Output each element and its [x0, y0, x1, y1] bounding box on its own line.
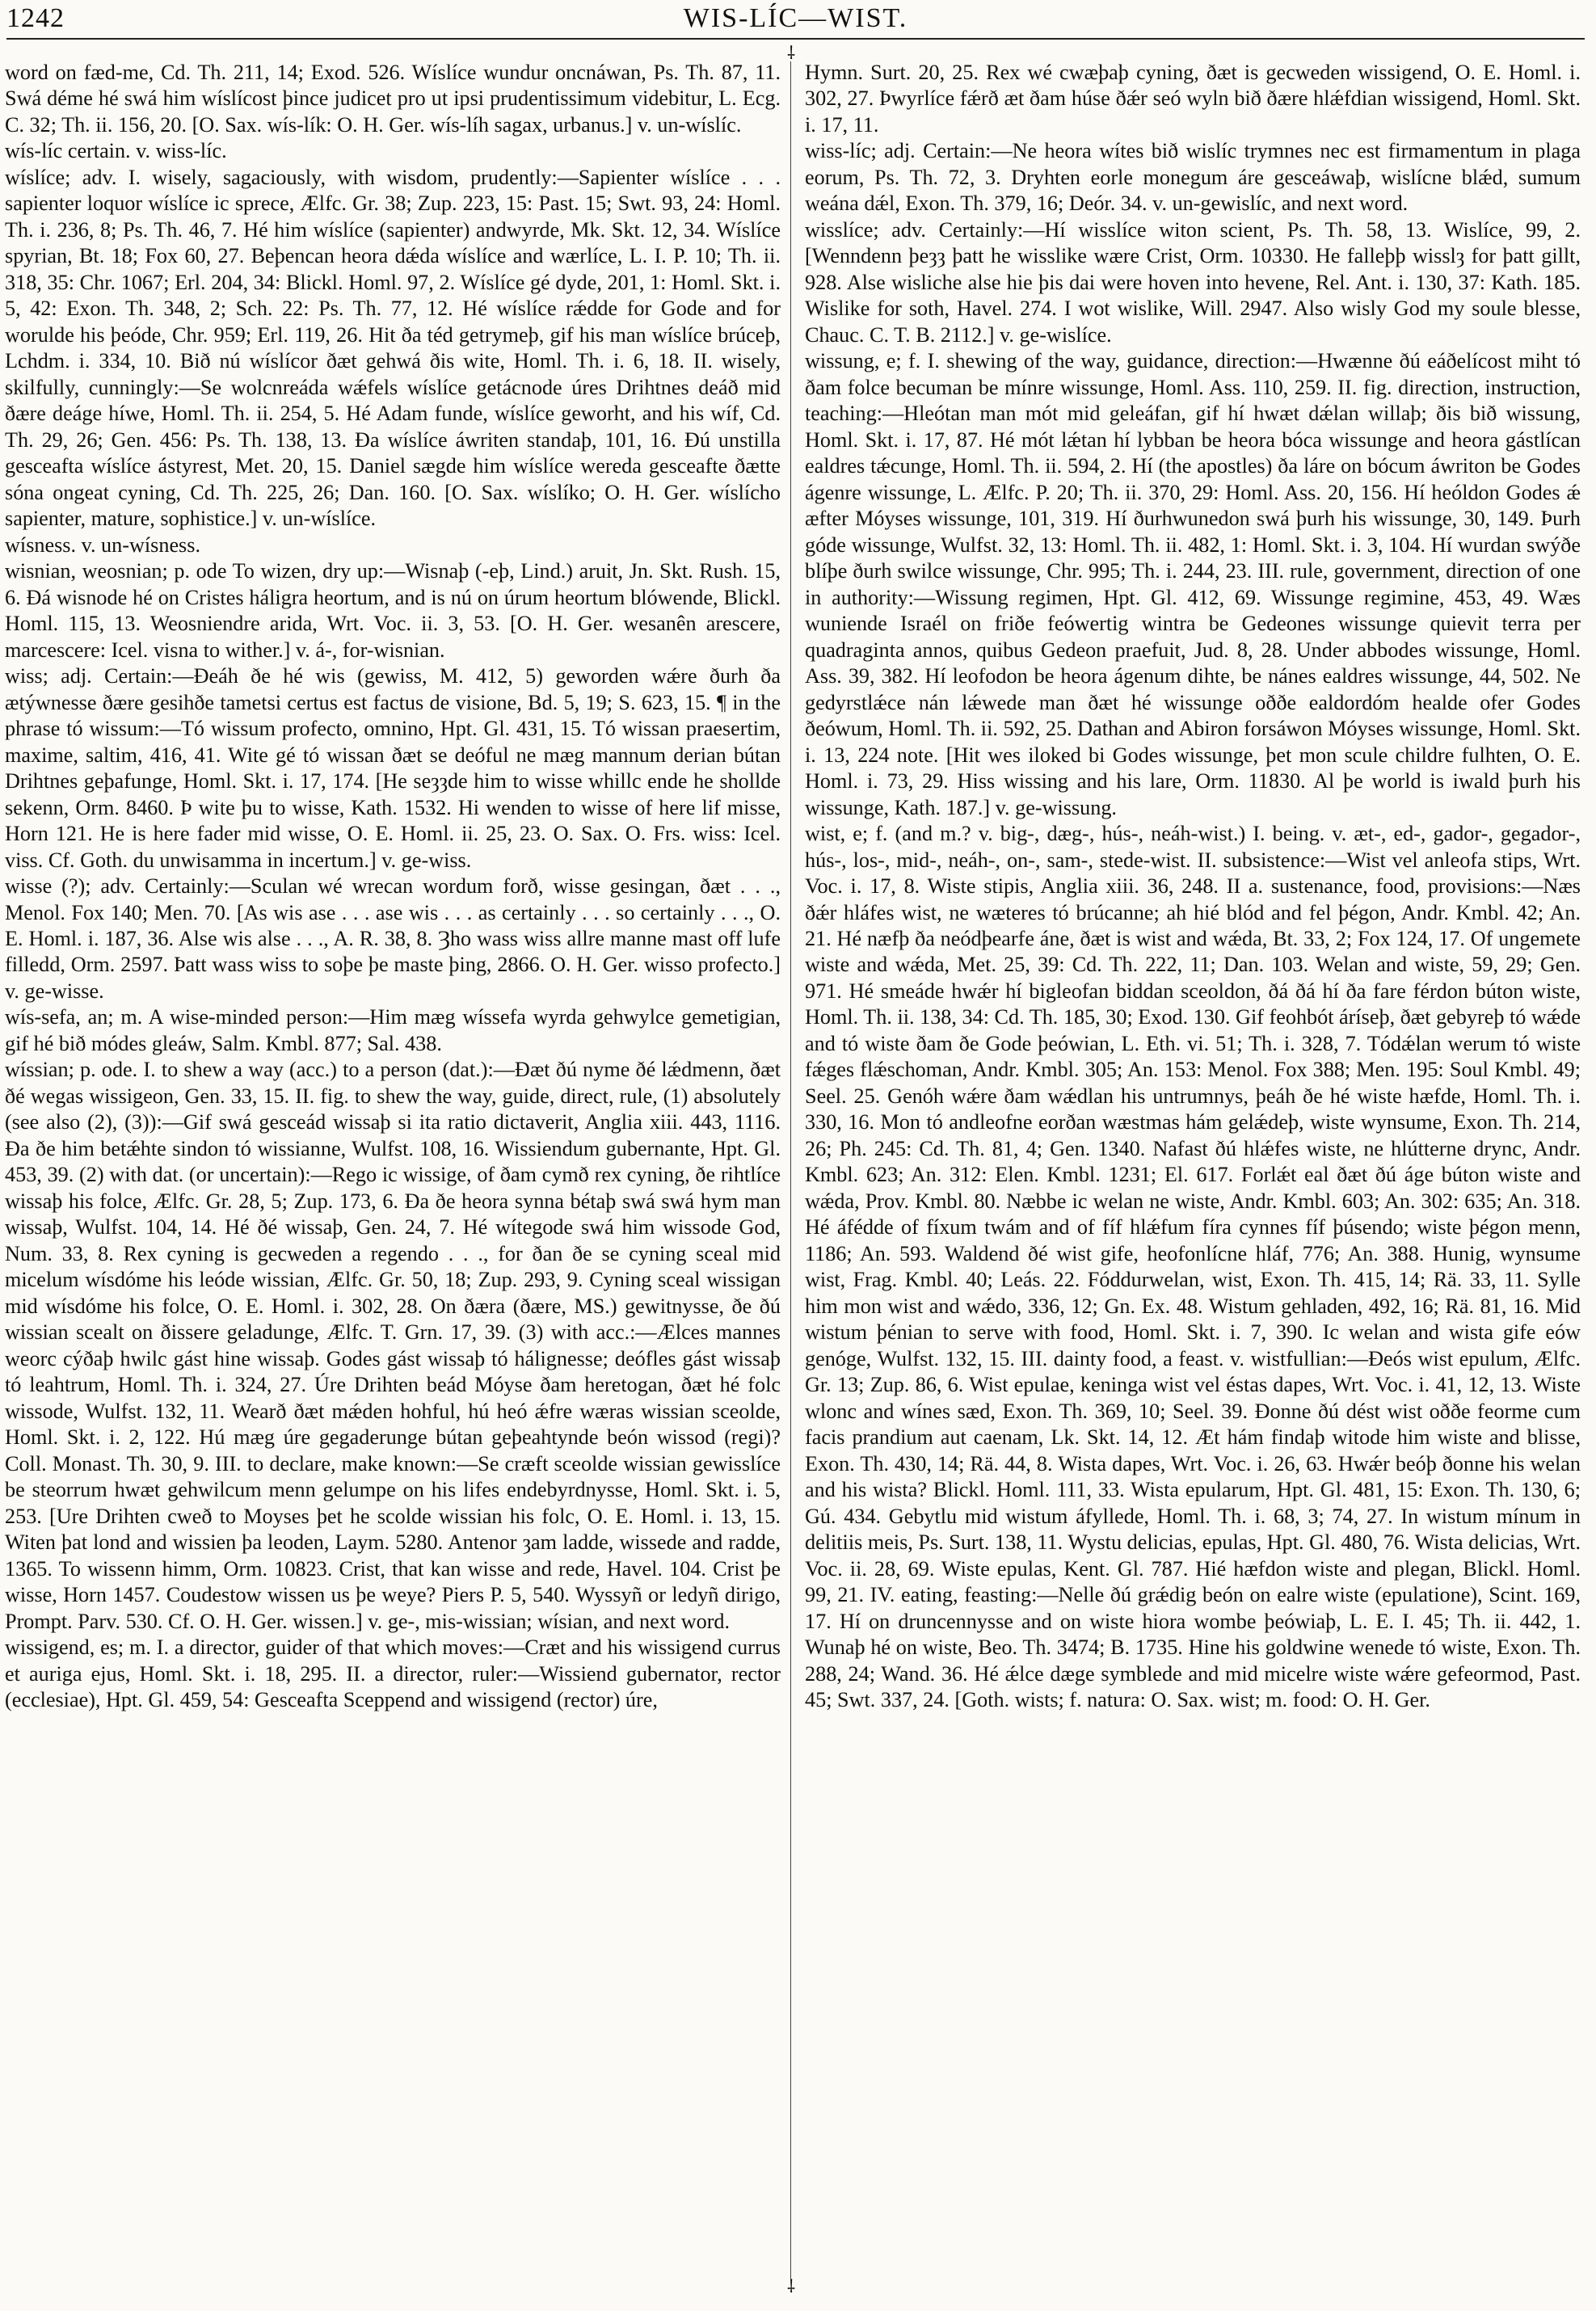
dictionary-entry: wissigend, es; m. I. a director, guider of that which moves:—Cræt and his wissigend currus et auriga ejus, Homl. Skt. i. 18, 295. II. a director, ruler:—Wissiend gubernator, rector (ecclesiae), Hpt. Gl. 459, 54: Gesceafta Sceppend and wissigend (rector) úre,: [5, 1635, 781, 1712]
page-header: [6, 3, 1585, 36]
dictionary-entry: wist, e; f. (and m.? v. big-, dæg-, hús-, neáh-wist.) I. being. v. æt-, ed-, gador-, gegador-, hús-, los-, mid-, neáh-, on-, sam-, stede-wist. II. subsistence:—Wist vel anleofa stips, Wrt. Voc. i. 17, 8. Wiste stipis, Anglia xiii. 36, 248. II a. sustenance, food, provisions:—Næs ðǽr hláfes wist, ne wæteres tó brúcanne; ah hié blód and fel þégon, Andr. Kmbl. 42; An. 21. Hé næfþ ða neódþearfe áne, ðæt is wist and wǽda, Bt. 33, 2; Fox 124, 17. Of ungemete wiste and wǽda, Met. 25, 39: Cd. Th. 222, 11; Dan. 103. Welan and wiste, 59, 29; Gen. 971. Hé smeáde hwǽr hí bigleofan biddan sceoldon, ðá ðá hí ða fare férdon búton wiste, Homl. Th. ii. 138, 34: Cd. Th. 185, 30; Exod. 130. Gif feohbót áríseþ, ðæt gebyreþ tó wǽde and tó wiste ðam ðe Gode þeówian, L. Eth. vi. 51; Th. i. 328, 7. Tódǽlan werum tó wiste fǽges flǽschoman, Andr. Kmbl. 305; An. 153: Menol. Fox 388; Men. 195: Soul Kmbl. 49; Seel. 25. Genóh wǽre ðam wǽdlan his untrumnys, þeáh ðe hé wiste hæfde, Homl. Th. i. 330, 16. Mon tó andleofne eorðan wæstmas hám gelǽdeþ, wiste wynsume, Exon. Th. 214, 26; Ph. 245: Cd. Th. 81, 4; Gen. 1340. Nafast ðú hlǽfes wiste, ne hlútterne drync, Andr. Kmbl. 623; An. 312: Elen. Kmbl. 1231; El. 617. Forlǽt eal ðæt ðú áge búton wiste and wǽda, Prov. Kmbl. 80. Næbbe ic welan ne wiste, Andr. Kmbl. 603; An. 302: 635; An. 318. Hé áfédde of fíxum twám and of fíf hlǽfum fíra cynnes fíf þúsendo; wiste þégon menn, 1186; An. 593. Waldend ðé wist gife, heofonlícne hláf, 776; An. 388. Hunig, wynsume wist, Frag. Kmbl. 40; Leás. 22. Fóddurwelan, wist, Exon. Th. 415, 14; Rä. 33, 11. Sylle him mon wist and wǽdo, 336, 12; Gn. Ex. 48. Wistum gehladen, 492, 16; Rä. 81, 16. Mid wistum þénian to serve with food, Homl. Skt. i. 7, 390. Ic welan and wista gife eów genóge, Wulfst. 132, 15. III. dainty food, a feast. v. wistfullian:—Ðeós wist epulum, Ælfc. Gr. 13; Zup. 86, 6. Wist epulae, keninga wist vel éstas dapes, Wrt. Voc. i. 41, 12, 13. Wiste wlonc and wínes sæd, Exon. Th. 369, 10; Seel. 39. Ðonne ðú dést wist oððe feorme cum facis prandium aut caenam, Lk. Skt. 14, 12. Æt hám findaþ witode him wiste and blisse, Exon. Th. 430, 14; Rä. 44, 8. Wista dapes, Wrt. Voc. i. 26, 63. Hwǽr beóþ ðonne his welan and his wista? Blickl. Homl. 111, 33. Wista epularum, Hpt. Gl. 481, 15: Exon. Th. 130, 6; Gú. 434. Gebytlu mid wistum áfyllede, Homl. Th. i. 68, 3; 74, 27. In wistum mínum in delitiis meis, Ps. Surt. 138, 11. Wystu delicias, epulas, Hpt. Gl. 480, 76. Wista delicias, Wrt. Voc. ii. 28, 69. Wiste epulas, Kent. Gl. 787. Hié hæfdon wiste and plegan, Blickl. Homl. 99, 21. IV. eating, feasting:—Nelle ðú grǽdig beón on ealre wiste (epulatione), Scint. 169, 17. Hí on druncennysse and on wiste hiora wombe þeówiaþ, L. E. I. 45; Th. ii. 442, 1. Wunaþ hé on wiste, Beo. Th. 3474; B. 1735. Hine his goldwine wenede tó wiste, Exon. Th. 288, 24; Wand. 36. Hé ǽlce dæge symblede and mid micelre wiste wǽre gefeormod, Past. 45; Swt. 337, 24. [Goth. wists; f. natura: O. Sax. wist; m. food: O. H. Ger.: [805, 822, 1581, 1712]
dictionary-entry: word on fæd‑me, Cd. Th. 211, 14; Exod. 526. Wíslíce wundur oncnáwan, Ps. Th. 87, 11. Swá déme hé swá him wíslícost þince judicet pro ut ipsi prudentissimum videbitur, L. Ecg. C. 32; Th. ii. 156, 20. [O. Sax. wís-lík: O. H. Ger. wís-líh sagax, urbanus.] v. un-wíslíc.: [5, 61, 781, 137]
left-column: [5, 60, 781, 2303]
dictionary-entry: wissung, e; f. I. shewing of the way, guidance, direction:—Hwænne ðú eáðelícost miht tó ðam folce becuman be mínre wissunge, Homl. Ass. 110, 259. II. fig. direction, instruction, teaching:—Hleótan man mót mid geleáfan, gif hí hwæt dǽlan willaþ; ðis bið wissung, Homl. Skt. i. 17, 87. Hé mót lǽtan hí lybban be heora bóca wissunge and heora gástlícan ealdres tǽcunge, Homl. Th. ii. 594, 2. Hí (the apostles) ða láre on bócum áwriton be Godes ágenre wissunge, L. Ælfc. P. 20; Th. ii. 370, 29: Homl. Ass. 20, 156. Hí heóldon Godes ǽ æfter Móyses wissunge, 101, 319. Hí ðurhwunedon swá þurh his wissunge, 30, 149. Þurh góde wissunge, Wulfst. 32, 13: Homl. Th. ii. 482, 1: Homl. Skt. i. 3, 104. Hí wurdan swýðe blíþe ðurh swilce wissunge, Chr. 995; Th. i. 244, 23. III. rule, government, direction of one in authority:—Wissung regimen, Hpt. Gl. 412, 69. Wissunge regimine, 453, 49. Wæs wuniende Israél on friðe feówertig wintra be Gedeones wissunge quievit terra per quadraginta annos, quibus Gedeon praefuit, Jud. 8, 28. Under abbodes wissunge, Homl. Ass. 39, 382. Hí leofodon be heora ágenum dihte, be nánes ealdres wissunge, 44, 502. Ne gedyrstlǽce nán lǽwede man ðæt hé wissunge oððe ealdordóm healde ofer Godes ðeówum, Homl. Th. ii. 592, 25. Dathan and Abiron forsáwon Móyses wissunge, Homl. Skt. i. 13, 224 note. [Hit wes iloked bi Godes wissunge, þet mon scule childre fulhten, O. E. Homl. i. 73, 29. Hiss wissing and his lare, Orm. 11830. Al þe world is iwald þurh his wissunge, Kath. 187.] v. ge-wissung.: [805, 349, 1581, 819]
running-head: WIS-LÍC—WIST.: [683, 3, 908, 33]
dictionary-entry: wisslíce; adv. Certainly:—Hí wisslíce witon scient, Ps. Th. 58, 13. Wislíce, 99, 2. [Wenndenn þeȝȝ þatt he wisslike wære Crist, Orm. 10330. He falleþþ wisslȝ for þatt gillt, 928. Alse wisliche alse hie þis dai were hoven into hevene, Rel. Ant. i. 130, 37: Kath. 185. Wislike for soth, Havel. 274. I wot wislike, Will. 2947. Also wisly God my soule blesse, Chauc. C. T. B. 2112.] v. ge-wislíce.: [805, 217, 1581, 347]
dictionary-entry: wiss; adj. Certain:—Ðeáh ðe hé wis (gewiss, M. 412, 5) geworden wǽre ðurh ða ætýwnesse ðære gesihðe tametsi certus est factus de visione, Bd. 5, 19; S. 623, 15. ¶ in the phrase tó wissum:—Tó wissum profecto, omnino, Hpt. Gl. 431, 15. Tó wissan praesertim, maxime, saltim, 416, 41. Wite gé tó wissan ðæt se deóful ne mæg mannum derian bútan Drihtnes geþafunge, Homl. Skt. i. 17, 174. [He seȝȝde him to wisse whillc ende he shollde sekenn, Orm. 8460. Þ wite þu to wisse, Kath. 1532. Hi wenden to wisse of here lif misse, Horn 121. He is here fader mid wisse, O. E. Homl. ii. 25, 23. O. Sax. O. Frs. wiss: Icel. viss. Cf. Goth. du unwisamma in incertum.] v. ge-wiss.: [5, 664, 781, 872]
dictionary-entry: wíslíce; adv. I. wisely, sagaciously, with wisdom, prudently:—Sapienter wíslíce . . . sapienter loquor wíslíce ic sprece, Ælfc. Gr. 38; Zup. 223, 15: Past. 15; Swt. 93, 24: Homl. Th. i. 236, 8; Ps. Th. 46, 7. Hé him wíslíce (sapienter) andwyrde, Mk. Skt. 12, 34. Wíslíce spyrian, Bt. 18; Fox 60, 27. Beþencan heora dǽda wíslíce and wærlíce, L. I. P. 10; Th. ii. 318, 35: Chr. 1067; Erl. 204, 34: Blickl. Homl. 97, 2. Wíslíce gé dyde, 201, 1: Homl. Skt. i. 5, 42: Exon. Th. 348, 2; Sch. 22: Ps. Th. 77, 12. Hé wíslíce rǽdde for Gode and for worulde his þeóde, Chr. 959; Erl. 119, 26. Hit ða téd getrymeþ, gif his man wíslíce brúceþ, Lchdm. i. 334, 10. Bið nú wíslícor ðæt gehwá ðis wite, Homl. Th. i. 6, 18. II. wisely, skilfully, cunningly:—Se wolcnreáda wǽfels wíslíce getácnode úres Drihtnes deáð mid ðære deáge híwe, Homl. Th. ii. 254, 5. Hé Adam funde, wíslíce geworht, and his wíf, Cd. Th. 29, 26; Gen. 456: Ps. Th. 138, 13. Ða wíslíce áwriten standaþ, 101, 16. Ðú unstilla gesceafta wíslíce ástyrest, Met. 20, 15. Daniel sægde him wíslíce wereda gesceafte ðætte sóna ongeat cyning, Cd. Th. 225, 26; Dan. 160. [O. Sax. wíslíko; O. H. Ger. wíslícho sapienter, mature, sophistice.] v. un-wíslíce.: [5, 165, 781, 531]
right-column: [805, 60, 1581, 2303]
dictionary-entry: wisnian, weosnian; p. ode To wizen, dry up:—Wisnaþ (-eþ, Lind.) aruit, Jn. Skt. Rush. 15, 6. Ðá wisnode hé on Cristes háligra heortum, and is nú on úrum heortum blówende, Blickl. Homl. 115, 13. Weosniendre arida, Wrt. Voc. ii. 3, 53. [O. H. Ger. wesanên arescere, marcescere: Icel. visna to wither.] v. á-, for-wisnian.: [5, 559, 781, 662]
page-number: 1242: [6, 3, 65, 33]
divider-ornament-bottom: ⸸: [783, 2279, 799, 2295]
dictionary-entry: wíssian; p. ode. I. to shew a way (acc.) to a person (dat.):—Ðæt ðú nyme ðé lǽdmenn, ðæt ðé wegas wissigeon, Gen. 33, 15. II. fig. to shew the way, guide, direct, rule, (1) absolutely (see also (2), (3)):—Gif swá gesceád wissaþ si ita ratio dictaverit, Anglia xiii. 443, 1116. Ða ðe him betǽhte sindon tó wissianne, Wulfst. 108, 16. Wissiendum gubernante, Hpt. Gl. 453, 39. (2) with dat. (or uncertain):—Rego ic wissige, of ðam cymð rex cyning, ðe rihtlíce wissaþ his folce, Ælfc. Gr. 28, 5; Zup. 173, 6. Ða ðe heora synna bétaþ swá swá hym man wissaþ, Wulfst. 104, 14. Hé ðé wissaþ, Gen. 24, 7. Hé wítegode swá him wissode God, Num. 33, 8. Rex cyning is gecweden a regendo . . ., for ðan ðe se cyning sceal mid micelum wísdóme his leóde wissian, Ælfc. Gr. 50, 18; Zup. 293, 9. Cyning sceal wissigan mid wísdóme his folce, O. E. Homl. i. 302, 28. On ðæra (ðære, MS.) gewitnysse, ðe ðú wissian scealt on ðissere geladunge, Ælfc. T. Grn. 17, 39. (3) with acc.:—Ælces mannes weorc cýðaþ hwilc gást hine wissaþ. Godes gást wissaþ tó hálignesse; deófles gást wissaþ tó leahtrum, Homl. Th. i. 324, 27. Úre Drihten beád Móyse ðam heretogan, ðæt hé folc wissode, Wulfst. 132, 11. Wearð ðæt mǽden hohful, hú heó ǽfre wæras wissian sceolde, Homl. Skt. i. 2, 122. Hú mæg úre gegaderunge bútan geþeahtynde beón wissod (regi)? Coll. Monast. Th. 30, 9. III. to declare, make known:—Se cræft sceolde wissian gewisslíce be steorrum hwæt gehwilcum menn gelumpe on his lifes endebyrdnysse, Homl. Skt. i. 5, 253. [Ure Drihten cweð to Moyses þet he scolde wissian his folc, O. E. Homl. i. 13, 15. Witen þat lond and wissien þa leoden, Laym. 5280. Antenor ȝam ladde, wissede and radde, 1365. To wissenn himm, Orm. 10823. Crist, that kan wisse and rede, Havel. 104. Crist þe wisse, Horn 1457. Coudestow wissen us þe weye? Piers P. 5, 540. Wyssyñ or ledyñ dirigo, Prompt. Parv. 530. Cf. O. H. Ger. wissen.] v. ge-, mis-wissian; wísian, and next word.: [5, 1058, 781, 1633]
dictionary-entry: wisse (?); adv. Certainly:—Sculan wé wrecan wordum forð, wisse gesingan, ðæt . . ., Menol. Fox 140; Men. 70. [As wis ase . . . ase wis . . . as certainly . . . so certainly . . ., O. E. Homl. i. 187, 36. Alse wis alse . . ., A. R. 38, 8. Ȝho wass wiss allre manne mast off lufe filledd, Orm. 2597. Þatt wass wiss to soþe þe maste þing, 2866. O. H. Ger. wisso profecto.] v. ge-wisse.: [5, 874, 781, 1003]
divider-ornament-top: ⸸: [783, 45, 799, 61]
dictionary-entry: wiss-líc; adj. Certain:—Ne heora wítes bið wislíc trymnes nec est firmamentum in plaga eorum, Ps. Th. 72, 3. Dryhten eorle monegum áre gesceáwaþ, wislícne blǽd, sumum weána dǽl, Exon. Th. 379, 16; Deór. 34. v. un-gewislíc, and next word.: [805, 139, 1581, 216]
header-rule: [6, 38, 1585, 40]
dictionary-entry: wísness. v. un-wísness.: [5, 532, 200, 557]
dictionary-entry: wís-sefa, an; m. A wise-minded person:—Him mæg wíssefa wyrda gehwylce gemetigian, gif hé bið módes gleáw, Salm. Kmbl. 877; Sal. 438.: [5, 1005, 781, 1055]
dictionary-entry: wís-líc certain. v. wiss-líc.: [5, 139, 227, 163]
dictionary-entry: Hymn. Surt. 20, 25. Rex wé cwæþaþ cyning, ðæt is gecweden wissigend, O. E. Homl. i. 302, 27. Þwyrlíce fǽrð æt ðam húse ðǽr seó wyln bið ðære hlǽfdian wissigend, Homl. Skt. i. 17, 11.: [805, 61, 1581, 137]
column-divider: [790, 50, 791, 2288]
